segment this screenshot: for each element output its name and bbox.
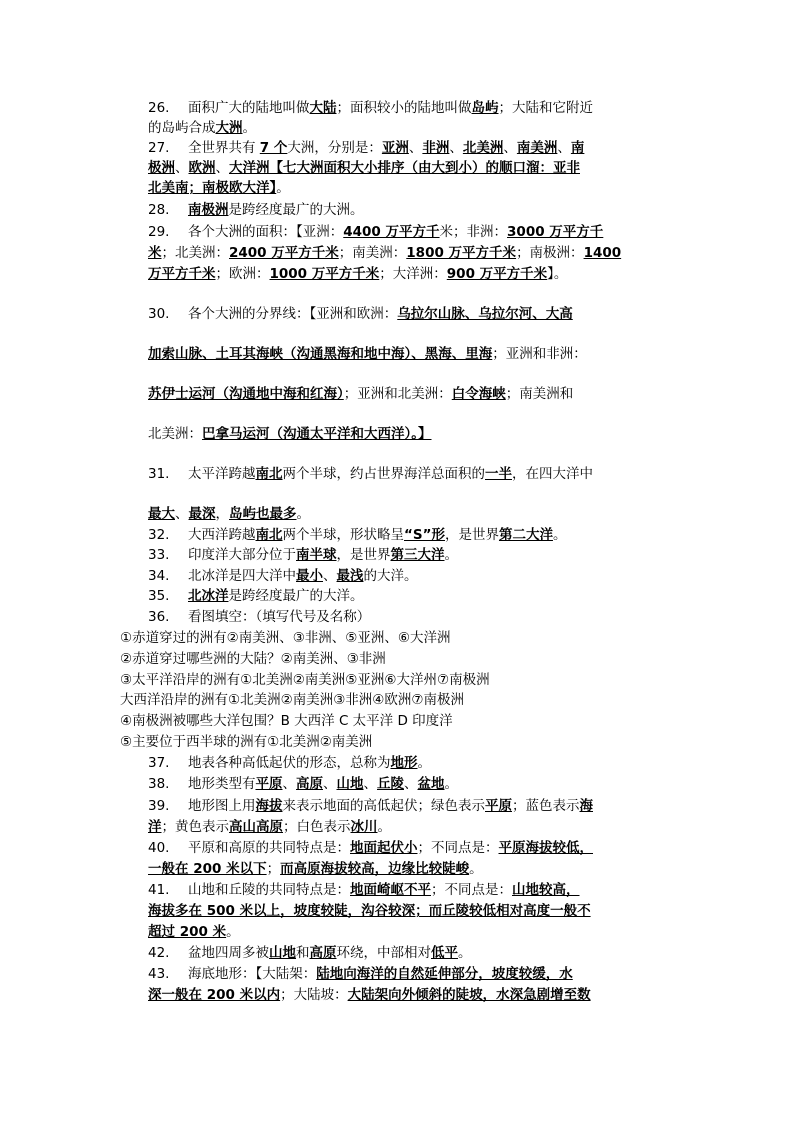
item-number: 37. [148,755,170,771]
item-35-line-1 [148,586,364,606]
text: 大洲，分别是： [287,140,382,156]
item-27-line-1 [148,138,584,158]
text: 、 [175,506,189,522]
answer: 高原 [309,945,337,961]
text: ；黄色表示 [161,819,229,835]
answer: 南美洲 [516,140,558,156]
item-number: 30. [148,306,170,322]
answer: 巴拿马运河（沟通太平洋和大西洋）。】 [202,426,432,442]
answer: 大陆 [309,100,337,116]
text: 各个大洲的面积：【亚洲： [188,224,344,240]
text: 看图填空：（填写代号及名称） [188,609,371,625]
text: ；南美洲和 [505,386,574,402]
item-number: 29. [148,224,170,240]
text: ；不同点是： [431,882,512,898]
answer: 万平方千米 [148,266,216,282]
text: 、 [503,140,517,156]
text: 太平洋跨越 [188,466,256,482]
item-29-line-1 [148,222,603,242]
item-26-line-1 [148,98,593,118]
answer: 深一般在 200 米以内 [148,987,281,1003]
text: 地形类型有 [188,776,256,792]
text: 、 [557,140,571,156]
text: 环绕，中部相对 [336,945,431,961]
item-29-line-2 [148,243,621,263]
text: 全世界共有 [188,140,260,156]
text: 山地和丘陵的共同特点是： [188,882,350,898]
answer: 900 万平方千米 [446,266,548,282]
text: 米；非洲： [439,224,508,240]
answer: “S”形 [404,527,445,543]
answer: 地面崎岖不平 [350,882,431,898]
item-number: 26. [148,100,170,116]
text: ；亚洲和北美洲： [343,386,452,402]
item-31-line-1 [148,464,593,484]
text: ；不同点是： [417,840,499,856]
answer: 低平 [431,945,458,961]
item-36-answer-6: ⑤主要位于西半球的洲有①北美洲②南美洲 [120,734,373,750]
answer: 北冰洋 [188,588,229,604]
item-27-line-2 [148,158,580,178]
answer: 山地较高， [512,882,580,898]
answer: 1400 [583,245,622,261]
item-27-line-3 [148,178,290,198]
answer: 南极洲 [188,202,229,218]
item-36-line-1 [148,607,370,627]
text: 、 [323,776,337,792]
answer: 南 [570,140,585,156]
item-43-line-1 [148,964,573,984]
text: ； [266,861,281,877]
item-number: 36. [148,609,170,625]
text: 、 [215,160,229,176]
answer: 4400 万平方千 [343,224,440,240]
answer: 北美南；南极欧大洋】 [148,180,277,196]
text: 平原和高原的共同特点是： [188,840,350,856]
answer: 盆地 [417,776,445,792]
item-39-line-2 [148,817,391,837]
item-number: 41. [148,882,170,898]
text: 。 [444,547,458,563]
answer: 岛屿 [471,100,499,116]
answer: 最大 [148,506,175,522]
answer: 欧洲 [188,160,216,176]
text: 盆地四周多被 [188,945,269,961]
text: 。 [444,776,458,792]
item-41-line-3 [148,922,240,942]
answer: 而高原海拔较高，边缘比较陡峻 [280,861,470,877]
answer: 北美洲 [462,140,504,156]
item-30-line-2 [148,344,587,364]
text: 、 [175,160,189,176]
answer: 一半 [485,466,512,482]
text: 各个大洲的分界线：【亚洲和欧洲： [188,306,398,322]
item-number: 34. [148,568,170,584]
answer: 7 个 [259,140,288,156]
answer: 丘陵 [377,776,404,792]
text: 地表各种高低起伏的形态，总称为 [188,755,391,771]
text: 地形图上用 [188,798,256,814]
answer: 一般在 200 米以下 [148,861,267,877]
item-36-answer-1: ①赤道穿过的洲有②南美洲、③非洲、⑤亚洲、⑥大洋洲 [120,630,451,646]
text: 大西洋跨越 [188,527,256,543]
item-34-line-1 [148,566,418,586]
answer: 米 [148,245,162,261]
answer: 海拔 [255,798,283,814]
text: 。 [226,924,240,940]
answer: 地形 [390,755,418,771]
answer: 南北 [255,527,283,543]
answer: 陆地向海洋的自然延伸部分，坡度较缓，水 [316,966,573,982]
answer: 南北 [255,466,283,482]
item-number: 42. [148,945,170,961]
answer: 大洲 [215,120,243,136]
item-36-answer-3: ③太平洋沿岸的洲有①北美洲②南美洲⑤亚洲⑥大洋州⑦南极洲 [120,672,490,688]
item-number: 33. [148,547,170,563]
answer: 大洋洲【七大洲面积大小排序（由大到小）的顺口溜：亚非 [229,160,580,176]
item-37-line-1 [148,753,431,773]
answer: 平原 [255,776,283,792]
answer: 1000 万平方千米 [269,266,380,282]
item-39-line-1 [148,796,593,816]
answer: 平原海拔较低， [498,840,593,856]
item-number: 38. [148,776,170,792]
item-number: 40. [148,840,170,856]
item-31-line-2 [148,504,310,524]
text: ， [215,506,229,522]
item-number: 27. [148,140,170,156]
text: 】。 [547,266,568,282]
item-43-line-2 [148,985,591,1005]
text: 北美洲： [148,426,202,442]
text: ；欧洲： [215,266,270,282]
answer: 山地 [269,945,296,961]
item-42-line-1 [148,943,472,963]
answer: 洋 [148,819,162,835]
answer: 平原 [485,798,512,814]
item-number: 35. [148,588,170,604]
answer: 1800 万平方千米 [406,245,517,261]
item-30-line-1 [148,304,573,324]
text: ；北美洲： [161,245,229,261]
answer: 海 [579,798,593,814]
item-number: 28. [148,202,170,218]
text: ；南极洲： [516,245,584,261]
answer: 海拔多在 500 米以上，坡度较陡，沟谷较深；而丘陵较低相对高度一般不 [148,903,591,919]
answer: 最深 [188,506,216,522]
text: 的岛屿合成 [148,120,216,136]
item-32-line-1 [148,525,566,545]
text: ；南美洲： [338,245,407,261]
answer: 最小 [296,568,323,584]
text: 。 [469,861,483,877]
text: 北冰洋是四大洋中 [188,568,296,584]
answer: 高山高原 [229,819,283,835]
text: 。 [552,527,567,543]
text: 、 [363,776,377,792]
item-26-line-2 [148,118,256,138]
answer: 3000 万平方千 [507,224,604,240]
answer: 2400 万平方千米 [229,245,339,261]
text: 。 [377,819,391,835]
answer: 超过 200 米 [148,924,227,940]
text: 是跨经度最广的大洋。 [228,588,364,604]
answer: 山地 [336,776,364,792]
item-36-answer-4: 大西洋沿岸的洲有①北美洲②南美洲③非洲④欧洲⑦南极洲 [120,692,465,708]
answer: 地面起伏小 [350,840,418,856]
answer: 第三大洋 [390,547,445,563]
answer: 最浅 [336,568,364,584]
text: ；面积较小的陆地叫做 [336,100,472,116]
text: 来表示地面的高低起伏；绿色表示 [282,798,485,814]
text: 、 [449,140,463,156]
item-41-line-2 [148,901,591,921]
text: 。 [296,506,310,522]
answer: 非洲 [422,140,450,156]
item-30-line-4 [148,424,432,444]
text: 、 [323,568,337,584]
text: 、 [408,140,423,156]
text: ；蓝色表示 [512,798,580,814]
item-40-line-2 [148,859,483,879]
answer: 极洲 [148,160,175,176]
text: 两个半球，形状略呈 [282,527,404,543]
text: ，是世界 [336,547,391,563]
text: 、 [404,776,418,792]
item-36-answer-2: ②赤道穿过哪些洲的大陆？②南美洲、③非洲 [120,651,386,667]
answer: 苏伊士运河（沟通地中海和红海） [148,386,344,402]
item-number: 31. [148,466,170,482]
text: 海底地形：【大陆架： [188,966,317,982]
text: 的大洋。 [363,568,418,584]
answer: 白令海峡 [451,386,506,402]
item-29-line-3 [148,264,567,284]
text: 两个半球，约占世界海洋总面积的 [282,466,485,482]
item-number: 32. [148,527,170,543]
item-number: 39. [148,798,170,814]
item-28-line-1 [148,200,364,220]
text: 面积广大的陆地叫做 [188,100,310,116]
answer: 南半球 [296,547,337,563]
text: ；白色表示 [283,819,351,835]
item-33-line-1 [148,545,458,565]
answer: 第二大洋 [498,527,553,543]
answer: 乌拉尔山脉、乌拉尔河、大高 [397,306,573,322]
text: ；大陆和它附近 [498,100,593,116]
item-41-line-1 [148,880,580,900]
text: ；大洋洲： [379,266,447,282]
answer: 亚洲 [381,140,409,156]
item-36-answer-5: ④南极洲被哪些大洋包围？B 大西洋 C 太平洋 D 印度洋 [120,713,453,729]
text: 印度洋大部分位于 [188,547,296,563]
text: 、 [282,776,296,792]
text: 是跨经度最广的大洲。 [228,202,364,218]
answer: 加索山脉、土耳其海峡（沟通黑海和地中海）、黑海、里海 [148,346,493,362]
text: ，在四大洋中 [512,466,593,482]
answer: 冰川 [350,819,378,835]
item-40-line-1 [148,838,593,858]
text: ；亚洲和非洲： [492,346,587,362]
item-30-line-3 [148,384,573,404]
text: ；大陆坡： [280,987,348,1003]
text: 。 [417,755,431,771]
item-number: 43. [148,966,170,982]
text: 和 [296,945,310,961]
item-38-line-1 [148,774,458,794]
text: 。 [276,180,290,196]
answer: 高原 [296,776,323,792]
text: 。 [458,945,472,961]
text: 。 [242,120,256,136]
answer: 大陆架向外倾斜的陡坡，水深急剧增至数 [347,987,591,1003]
answer: 岛屿也最多 [229,506,297,522]
text: ，是世界 [444,527,499,543]
